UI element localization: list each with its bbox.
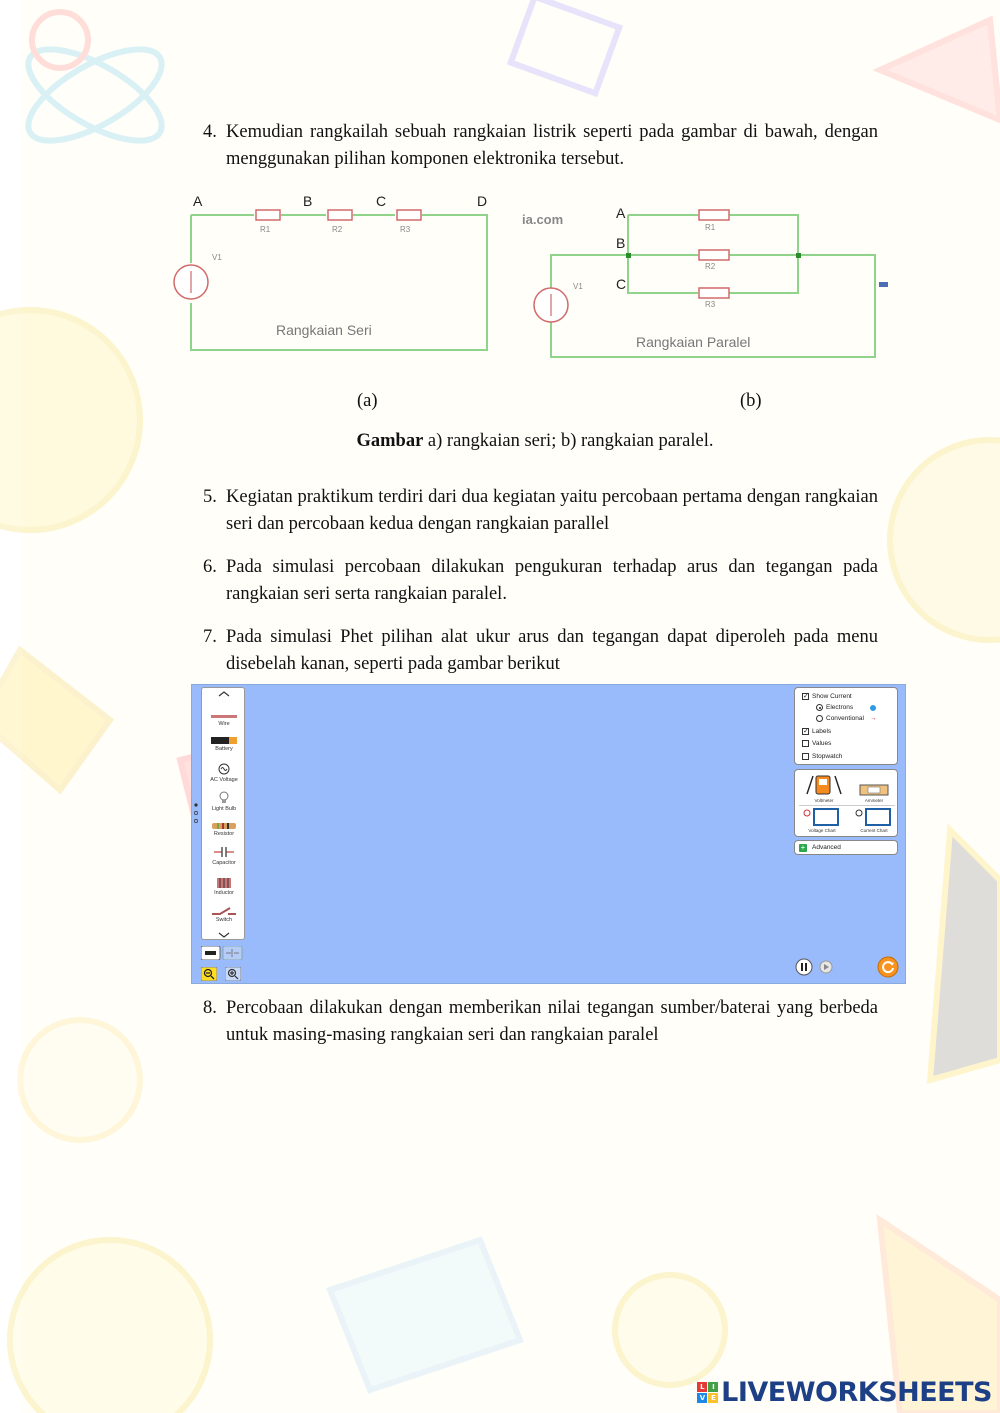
checkbox-empty-icon — [802, 753, 809, 760]
wire-icon — [211, 714, 237, 719]
electrons-radio[interactable] — [816, 704, 876, 711]
electrons-label: Electrons — [826, 704, 854, 711]
ammeter-icon[interactable] — [859, 784, 889, 796]
advanced-button[interactable] — [794, 840, 898, 855]
voltmeter-label: Voltmeter — [814, 798, 834, 803]
pause-icon[interactable] — [795, 958, 813, 976]
instruction-item-8 — [203, 995, 878, 1048]
toolbox-label: AC Voltage — [210, 777, 238, 783]
show-current-checkbox[interactable] — [802, 693, 852, 700]
instruction-item-5 — [203, 484, 878, 537]
current-arrow-icon: → — [869, 715, 877, 722]
series-r3 — [397, 210, 421, 220]
show-current-label: Show Current — [812, 693, 852, 700]
toolbox-label: Inductor — [214, 890, 234, 896]
instruction-item-6 — [203, 554, 878, 607]
values-checkbox[interactable] — [802, 740, 831, 747]
battery-icon — [211, 737, 237, 744]
toolbox-switch[interactable] — [202, 907, 246, 923]
caption-bold: Gambar — [356, 431, 424, 451]
zoom-in-icon[interactable] — [225, 967, 241, 981]
checkbox-checked-icon: ✓ — [803, 728, 809, 735]
current-chart-label: Current Chart — [860, 828, 888, 833]
current-chart-icon[interactable] — [855, 808, 893, 826]
item-text: Percobaan dilakukan dengan memberikan nilai tegangan sumber/baterai yang berbeda untuk masing-masing rangkaian seri dan rangkaian paralel — [226, 998, 878, 1045]
series-node-d: D — [477, 193, 488, 209]
parallel-r1 — [699, 210, 729, 220]
toolbox-label: Switch — [215, 917, 233, 923]
series-node-a: A — [193, 193, 203, 209]
step-icon[interactable] — [819, 960, 833, 974]
voltmeter-icon[interactable] — [805, 774, 843, 796]
view-toggle-icon[interactable] — [201, 946, 243, 960]
parallel-r3 — [699, 288, 729, 298]
ammeter-label: Ammeter — [864, 798, 884, 803]
parallel-node-a: A — [616, 205, 626, 221]
series-node-c: C — [376, 193, 387, 209]
advanced-label: Advanced — [812, 844, 841, 851]
toolbox-ac-voltage[interactable] — [202, 763, 246, 783]
figure-label-a: (a) — [357, 391, 378, 411]
toolbox-wire[interactable] — [202, 714, 246, 727]
item-number: 6. — [203, 557, 217, 577]
parallel-r1-label: R1 — [705, 223, 716, 232]
item-number: 4. — [203, 122, 217, 142]
series-circuit — [174, 193, 487, 350]
parallel-r2-label: R2 — [705, 262, 716, 271]
figure-label-b: (b) — [740, 391, 762, 411]
instruction-item-4 — [203, 119, 878, 172]
resistor-icon — [212, 823, 236, 829]
toolbox-label: Capacitor — [212, 860, 236, 866]
checkbox-empty-icon — [802, 740, 809, 747]
toolbox-inductor[interactable] — [202, 878, 246, 896]
parallel-r3-label: R3 — [705, 300, 716, 309]
conventional-label: Conventional — [826, 715, 864, 722]
zoom-out-icon[interactable] — [201, 967, 217, 981]
scroll-down-icon[interactable] — [218, 932, 230, 938]
logo-mark-icon: L I V E — [697, 1382, 718, 1403]
item-number: 7. — [203, 627, 217, 647]
toolbox-label: Wire — [218, 721, 230, 727]
checkbox-checked-icon: ✓ — [803, 693, 809, 700]
conventional-radio[interactable] — [816, 715, 876, 722]
item-text: Pada simulasi percobaan dilakukan pengukuran terhadap arus dan tegangan pada rangkaian seri serta rangkaian paralel. — [226, 557, 878, 604]
parallel-v1-label: V1 — [573, 282, 583, 291]
options-panel — [794, 687, 898, 765]
series-r1-label: R1 — [260, 225, 271, 234]
reset-icon[interactable] — [877, 956, 899, 978]
stopwatch-checkbox[interactable] — [802, 753, 842, 760]
stopwatch-label: Stopwatch — [812, 753, 843, 760]
radio-selected-icon — [816, 704, 823, 711]
series-r1 — [256, 210, 280, 220]
series-r2-label: R2 — [332, 225, 343, 234]
item-number: 5. — [203, 487, 217, 507]
item-text: Pada simulasi Phet pilihan alat ukur arus dan tegangan dapat diperoleh pada menu disebelah kanan, seperti pada gambar berikut — [226, 627, 878, 674]
parallel-circuit — [522, 205, 888, 357]
series-r2 — [328, 210, 352, 220]
series-v1-label: V1 — [212, 253, 222, 262]
capacitor-icon — [214, 846, 234, 858]
voltage-chart-label: Voltage Chart — [808, 828, 836, 833]
parallel-node-c: C — [616, 276, 627, 292]
toolbox-light-bulb[interactable] — [202, 791, 246, 812]
toolbox-label: Light Bulb — [211, 806, 237, 812]
item-number: 8. — [203, 998, 217, 1018]
toolbox-label: Battery — [215, 746, 233, 752]
item-text: Kemudian rangkailah sebuah rangkaian listrik seperti pada gambar di bawah, dengan menggunakan pilihan komponen elektronika tersebut. — [226, 122, 878, 169]
toolbox-label: Resistor — [213, 831, 235, 837]
toolbox-battery[interactable] — [202, 737, 246, 752]
parallel-r2 — [699, 250, 729, 260]
labels-label: Labels — [812, 728, 832, 735]
light-bulb-icon — [219, 791, 229, 804]
item-text: Kegiatan praktikum terdiri dari dua kegiatan yaitu percobaan pertama dengan rangkaian seri dan percobaan kedua dengan rangkaian parallel — [226, 487, 878, 534]
plus-icon: + — [800, 843, 806, 852]
series-r3-label: R3 — [400, 225, 411, 234]
phet-simulation-screenshot — [191, 684, 906, 984]
values-label: Values — [812, 740, 832, 747]
instruction-item-7 — [203, 624, 878, 677]
electron-dot-icon — [870, 705, 876, 711]
toolbox-capacitor[interactable] — [202, 846, 246, 866]
caption-text: a) rangkaian seri; b) rangkaian paralel. — [423, 431, 714, 451]
component-toolbox — [201, 687, 245, 940]
series-title: Rangkaian Seri — [276, 322, 372, 338]
parallel-watermark: ia.com — [522, 212, 564, 227]
scroll-up-icon[interactable] — [218, 691, 230, 697]
radio-unselected-icon — [816, 715, 823, 722]
toolbox-resistor[interactable] — [202, 823, 246, 837]
liveworksheets-logo — [697, 1377, 992, 1408]
circuit-figure — [170, 185, 900, 370]
figure-caption — [0, 431, 1000, 452]
inductor-icon — [214, 878, 234, 888]
switch-icon — [212, 907, 236, 915]
measurement-tools-panel — [794, 769, 898, 837]
brand-name: LIVEWORKSHEETS — [721, 1377, 992, 1408]
ac-voltage-icon — [218, 763, 230, 775]
parallel-node-b: B — [616, 235, 626, 251]
voltage-chart-icon[interactable] — [803, 808, 841, 826]
page-dots-icon — [193, 802, 199, 824]
parallel-title: Rangkaian Paralel — [636, 334, 751, 350]
labels-checkbox[interactable] — [802, 728, 831, 735]
series-node-b: B — [303, 193, 313, 209]
